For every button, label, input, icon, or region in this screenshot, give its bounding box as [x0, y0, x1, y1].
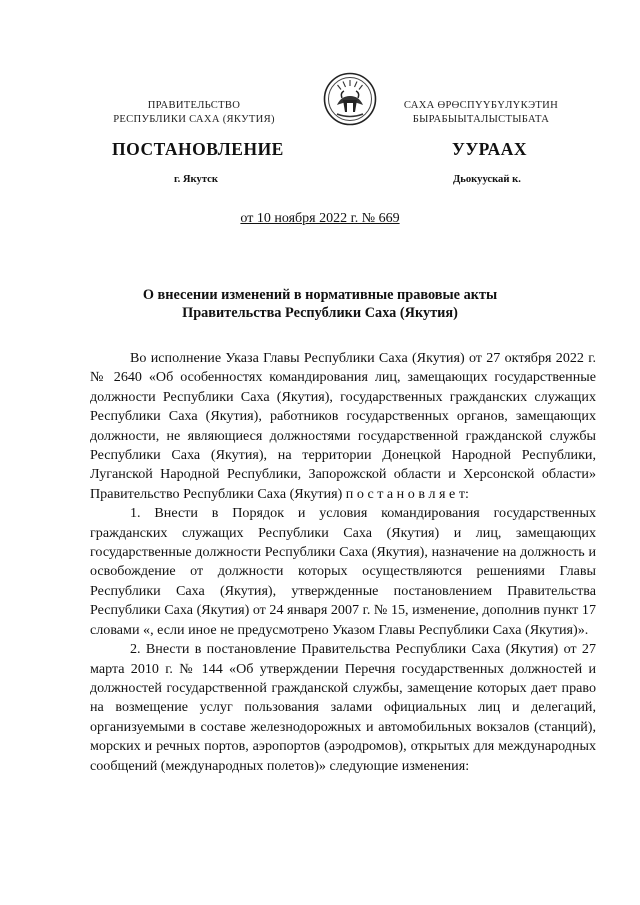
doctype-sakha: УУРААХ	[452, 139, 528, 159]
city-sakha: Дьокуускай к.	[453, 174, 521, 185]
document-body	[90, 349, 596, 776]
govt-name-ru-line1: ПРАВИТЕЛЬСТВО	[147, 100, 241, 111]
doctype-ru: ПОСТАНОВЛЕНИЕ	[112, 139, 284, 159]
document-title-line2: Правительства Республики Саха (Якутия)	[182, 305, 458, 321]
coat-of-arms-icon	[323, 72, 377, 126]
govt-name-sakha-line1: САХА ӨРӨСПҮҮБҮЛҮКЭТИН	[403, 100, 559, 111]
header-left-block	[84, 99, 304, 127]
govt-name-sakha-line2: БЫРАБЫЫТАЛЫСТЫБАТА	[412, 114, 550, 125]
header-right-block	[371, 99, 591, 127]
paragraph-item-1: 1. Внести в Порядок и условия командирования государственных гражданских служащих Республики Саха (Якутия) и лиц, замещающих государственные должности Республики Саха (Якутия), назначение на должность и освобождение от должности которых осуществляются решениями Главы Республики Саха (Якутия), утвержденные постановлением Правительства Республики Саха (Якутия) от 24 января 2007 г. № 15, изменение, дополнив пункт 17 словами «, если иное не предусмотрено Указом Главы Республики Саха (Якутия)».	[90, 505, 596, 638]
govt-name-ru-line2: РЕСПУБЛИКИ САХА (ЯКУТИЯ)	[113, 114, 275, 125]
city-ru: г. Якутск	[174, 174, 218, 185]
document-title-line1: О внесении изменений в нормативные правовые акты	[142, 287, 498, 303]
paragraph-item-2: 2. Внести в постановление Правительства Республики Саха (Якутия) от 27 марта 2010 г. № 144 «Об утверждении Перечня государственных должностей и должностей государственной гражданской службы, замещение которых дает право на возмещение услуг пользования залами официальных лиц и делегаций, организуемыми в составе железнодорожных и автомобильных вокзалов (станций), морских и речных портов, аэропортов (аэродромов), открытых для международных сообщений (международных полетов)» следующие изменения:	[90, 641, 596, 774]
paragraph-preamble: Во исполнение Указа Главы Республики Саха (Якутия) от 27 октября 2022 г. № 2640 «Об особенностях командирования лиц, замещающих государственные должности Республики Саха (Якутия), государственных гражданских служащих Республики Саха (Якутия), работников государственных органов, замещающих должности, не являющиеся должностями государственной гражданской службы Республики Саха (Якутия), на территории Донецкой Народной Республики, Луганской Народной Республики, Запорожской области и Херсонской области» Правительство Республики Саха (Якутия) п о с т а н о в л я е т:	[90, 350, 596, 502]
document-date-number: от 10 ноября 2022 г. № 669	[240, 211, 400, 226]
document-title	[100, 286, 540, 322]
